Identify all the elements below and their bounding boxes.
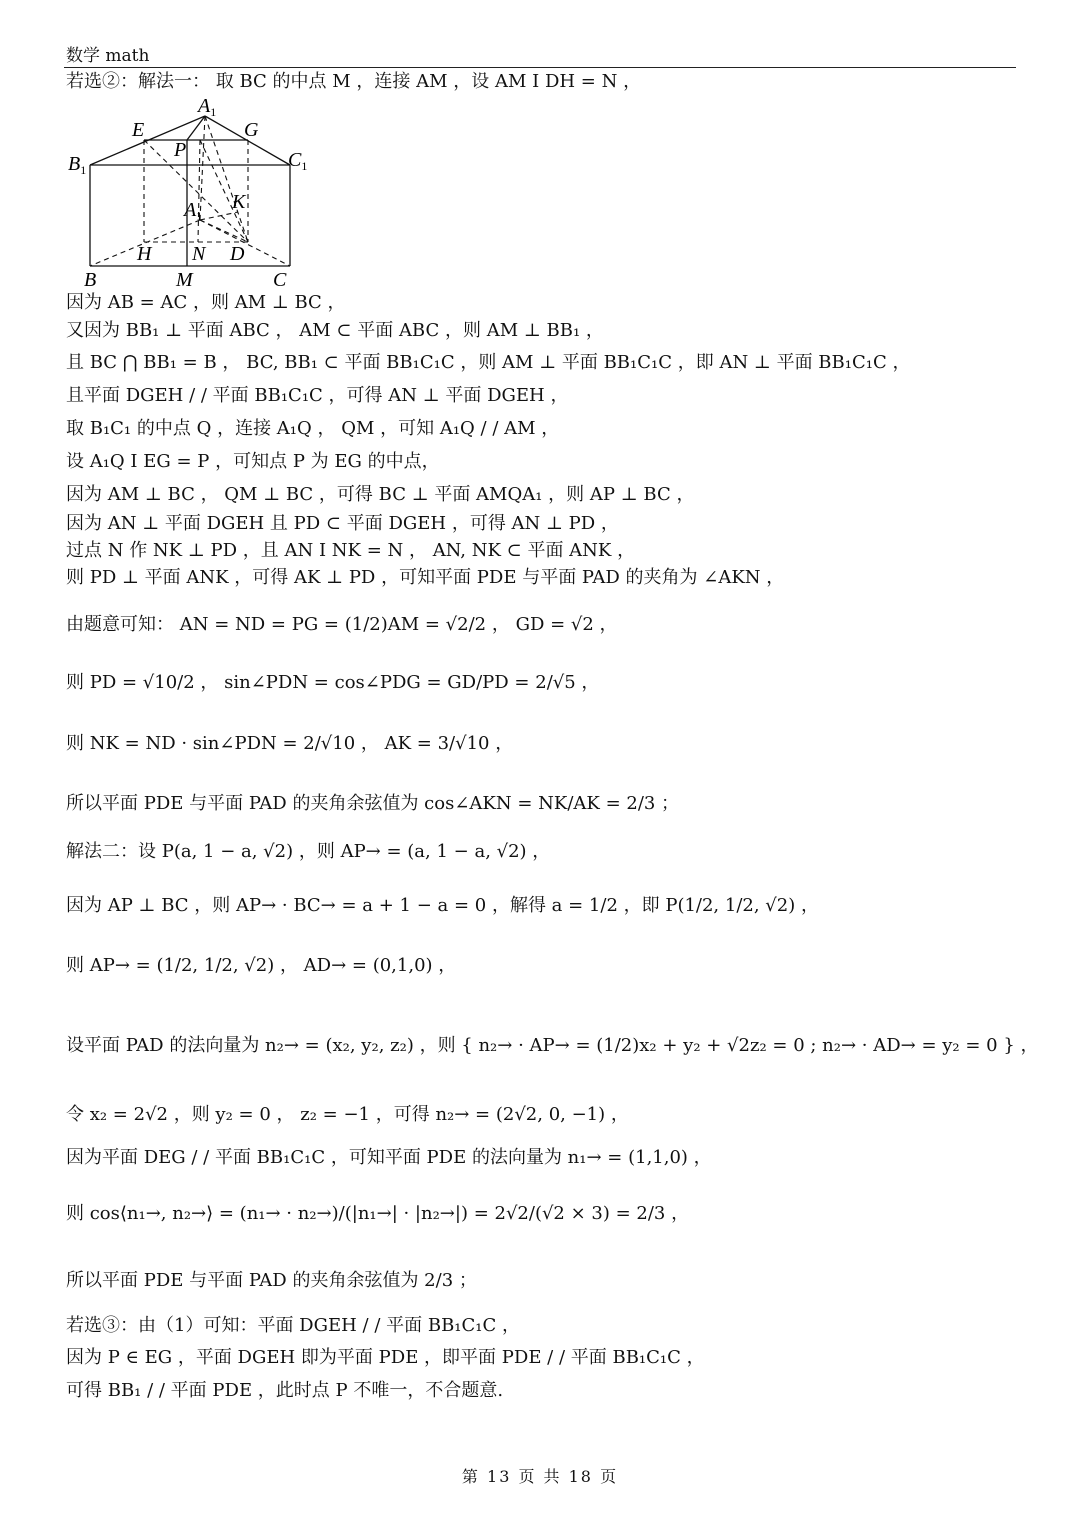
text-line: 则 NK = ND · sin∠PDN = 2/√10 ， AK = 3/√10 ，: [66, 733, 514, 754]
label-K: K: [232, 191, 246, 213]
text-line: 解法二：设 P(a, 1 − a, √2) ，则 AP→ = (a, 1 − a, √2) ，: [66, 841, 551, 862]
text-line: 因为 AN ⊥ 平面 DGEH 且 PD ⊂ 平面 DGEH ，可得 AN ⊥ PD ，: [66, 513, 619, 534]
text-line: 设平面 PAD 的法向量为 n₂→ = (x₂, y₂, z₂) ，则 { n₂→ · AP→ = (1/2)x₂ + y₂ + √2z₂ = 0 ; n₂→ · AD→ = y₂ = 0 } ，: [66, 1035, 1039, 1056]
label-P: P: [174, 139, 187, 161]
label-G: G: [244, 119, 259, 141]
text-line: 且平面 DGEH / / 平面 BB₁C₁C ，可得 AN ⊥ 平面 DGEH ，: [66, 385, 569, 406]
label-C1: $C_1$: [288, 149, 308, 173]
text-line: 则 AP→ = (1/2, 1/2, √2) ， AD→ = (0,1,0) ，: [66, 955, 457, 976]
label-A1-inner: $A_1$: [184, 199, 203, 223]
label-B1: $B_1$: [68, 153, 87, 177]
text-line: 又因为 BB₁ ⊥ 平面 ABC ， AM ⊂ 平面 ABC ，则 AM ⊥ BB₁ ，: [66, 320, 604, 341]
text-line: 过点 N 作 NK ⊥ PD ，且 AN I NK = N ， AN, NK ⊂ 平面 ANK ，: [66, 540, 636, 561]
label-A1: $A_1$: [198, 95, 217, 119]
text-line: 因为 P ∈ EG ，平面 DGEH 即为平面 PDE ，即平面 PDE / / 平面 BB₁C₁C ，: [66, 1347, 705, 1368]
text-line: 因为平面 DEG / / 平面 BB₁C₁C ，可知平面 PDE 的法向量为 n₁→ = (1,1,0) ，: [66, 1147, 712, 1168]
prism-figure: [60, 94, 320, 290]
text-line: 令 x₂ = 2√2 ，则 y₂ = 0 ， z₂ = −1 ，可得 n₂→ = (2√2, 0, −1) ，: [66, 1104, 629, 1125]
text-line: 则 PD ⊥ 平面 ANK ，可得 AK ⊥ PD ，可知平面 PDE 与平面 PAD 的夹角为 ∠AKN ，: [66, 567, 785, 588]
text-line: 若选②：解法一： 取 BC 的中点 M ，连接 AM ，设 AM I DH = N ，: [66, 71, 642, 92]
text-line: 若选③：由（1）可知：平面 DGEH / / 平面 BB₁C₁C ，: [66, 1315, 520, 1336]
text-line: 设 A₁Q I EG = P ，可知点 P 为 EG 的中点，: [66, 451, 440, 472]
text-line: 因为 AM ⊥ BC ， QM ⊥ BC ，可得 BC ⊥ 平面 AMQA₁ ，则 AP ⊥ BC ，: [66, 484, 695, 505]
header-rule: [64, 67, 1016, 68]
text-line: 因为 AP ⊥ BC ，则 AP→ · BC→ = a + 1 − a = 0 ，解得 a = 1/2 ，即 P(1/2, 1/2, √2) ，: [66, 895, 819, 916]
page-footer: 第 13 页 共 18 页: [461, 1467, 619, 1486]
label-B: B: [84, 269, 97, 290]
label-D: D: [230, 243, 245, 265]
text-line: 所以平面 PDE 与平面 PAD 的夹角余弦值为 cos∠AKN = NK/AK = 2/3 ；: [66, 793, 680, 814]
label-H: H: [137, 243, 152, 265]
text-line: 则 PD = √10/2 ， sin∠PDN = cos∠PDG = GD/PD = 2/√5 ，: [66, 672, 600, 693]
label-E: E: [132, 119, 145, 141]
text-line: 且 BC ⋂ BB₁ = B ， BC, BB₁ ⊂ 平面 BB₁C₁C ，则 AM ⊥ 平面 BB₁C₁C ，即 AN ⊥ 平面 BB₁C₁C ，: [66, 352, 911, 373]
text-line: 因为 AB = AC ，则 AM ⊥ BC ，: [66, 292, 346, 313]
label-N: N: [192, 243, 206, 265]
text-line: 则 cos⟨n₁→, n₂→⟩ = (n₁→ · n₂→)/(|n₁→| · |n₂→|) = 2√2/(√2 × 3) = 2/3 ，: [66, 1203, 690, 1224]
text-line: 所以平面 PDE 与平面 PAD 的夹角余弦值为 2/3 ；: [66, 1270, 477, 1291]
text-line: 取 B₁C₁ 的中点 Q ，连接 A₁Q ， QM ，可知 A₁Q / / AM ，: [66, 418, 560, 439]
label-C: C: [273, 269, 287, 290]
text-line: 可得 BB₁ / / 平面 PDE ，此时点 P 不唯一，不合题意.: [66, 1380, 504, 1401]
text-line: 由题意可知： AN = ND = PG = (1/2)AM = √2/2 ， GD = √2 ，: [66, 614, 618, 635]
page-header: 数学 math: [66, 46, 150, 66]
label-M: M: [176, 269, 193, 290]
